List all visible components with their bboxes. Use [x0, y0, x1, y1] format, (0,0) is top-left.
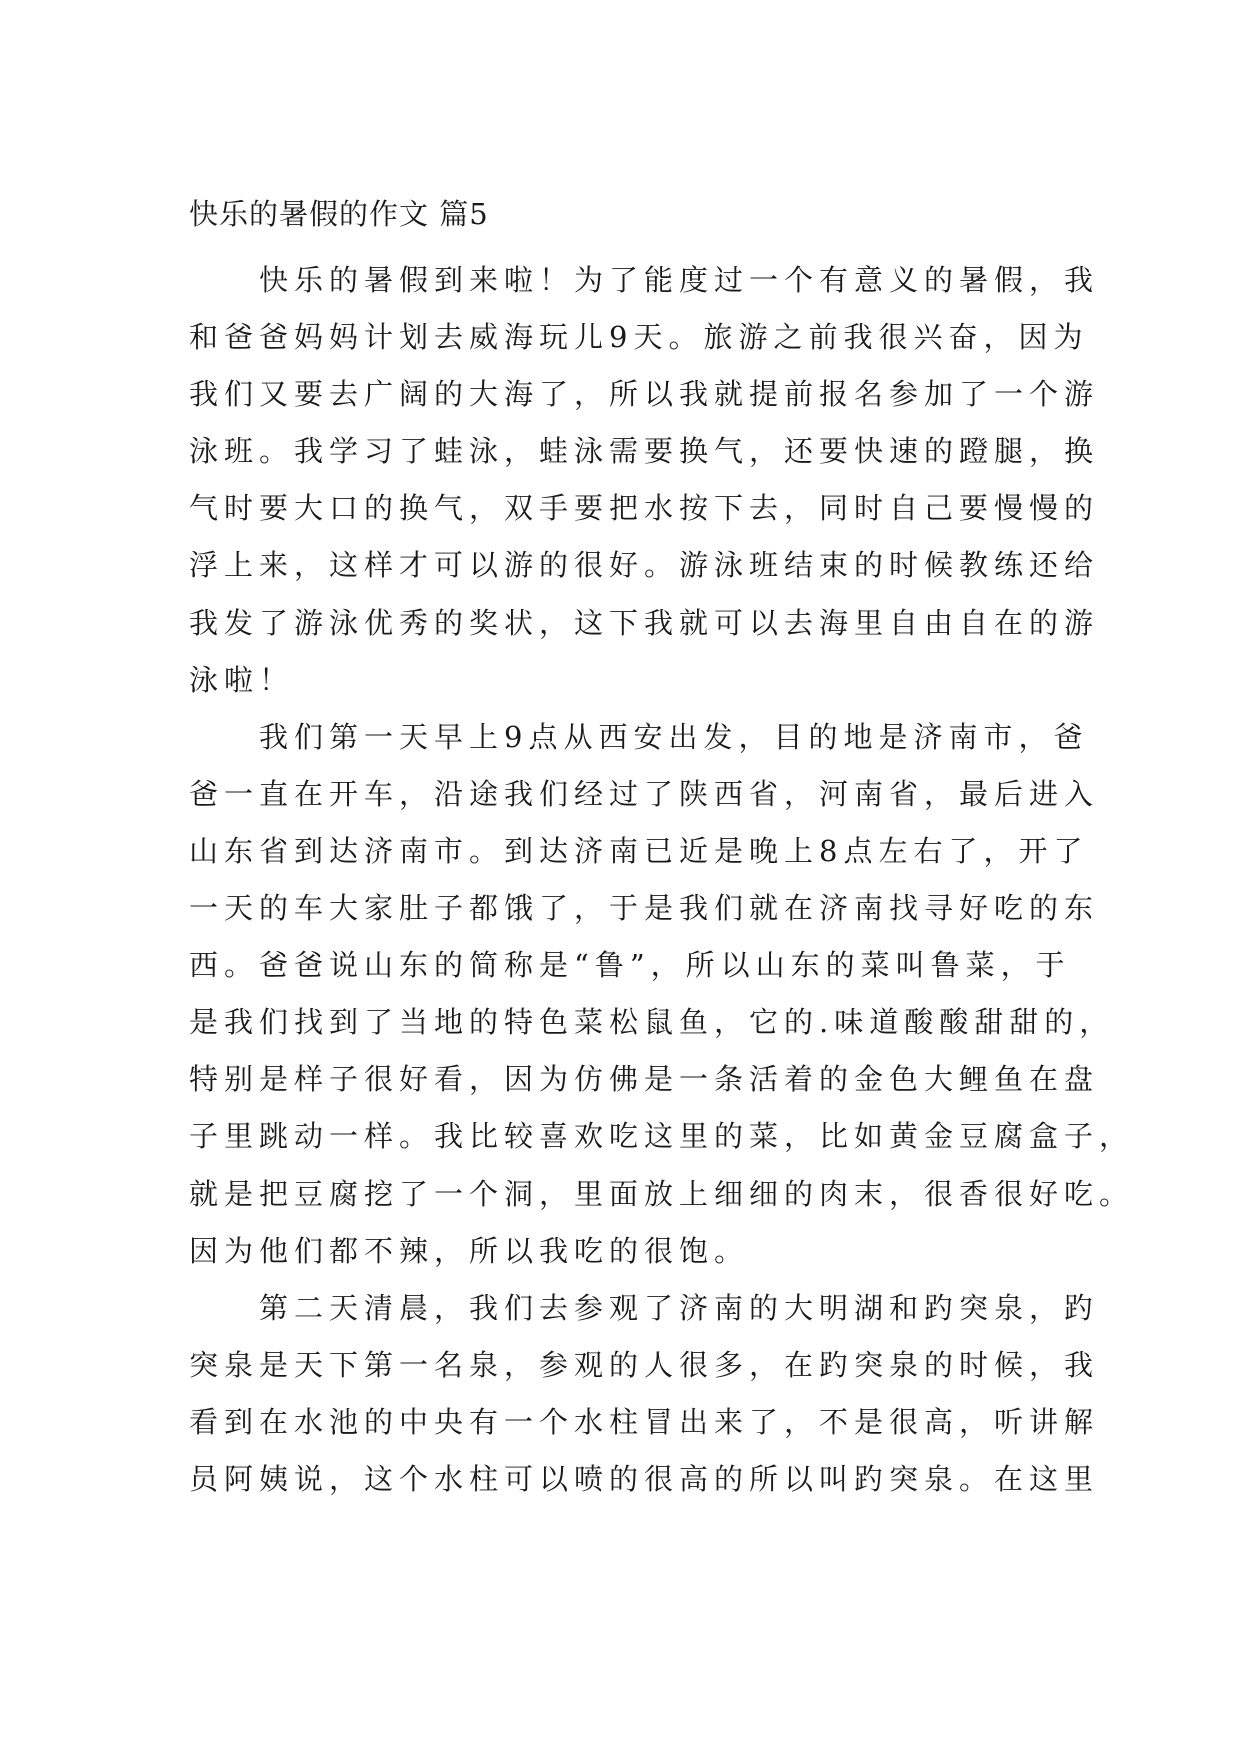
text-line: 爸一直在开车，沿途我们经过了陕西省，河南省，最后进入 — [189, 776, 1100, 811]
text-line: 泳班。我学习了蛙泳，蛙泳需要换气，还要快速的蹬腿，换 — [189, 434, 1100, 469]
text-line: 快乐的暑假到来啦！为了能度过一个有意义的暑假，我 — [189, 263, 1100, 297]
document-title: 快乐的暑假的作文 篇5 — [189, 197, 489, 231]
text-line: 看到在水池的中央有一个水柱冒出来了，不是很高，听讲解 — [189, 1404, 1100, 1439]
text-line: 我发了游泳优秀的奖状，这下我就可以去海里自由自在的游 — [189, 605, 1100, 640]
text-line: 山东省到达济南市。到达济南已近是晚上8点左右了，开了 — [189, 833, 1089, 868]
document-body — [189, 252, 1135, 1508]
paragraph — [189, 1280, 1100, 1508]
text-line: 员阿姨说，这个水柱可以喷的很高的所以叫趵突泉。在这里 — [189, 1461, 1100, 1496]
paragraph — [189, 252, 1100, 709]
text-line: 和爸爸妈妈计划去威海玩儿9天。旅游之前我很兴奋，因为 — [189, 320, 1089, 355]
text-line: 我们又要去广阔的大海了，所以我就提前报名参加了一个游 — [189, 377, 1100, 412]
text-line: 泳啦！ — [189, 662, 295, 697]
text-line: 我们第一天早上9点从西安出发，目的地是济南市，爸 — [189, 719, 1089, 754]
paragraph — [189, 709, 1135, 1280]
text-line: 气时要大口的换气，双手要把水按下去，同时自己要慢慢的 — [189, 491, 1100, 526]
text-line: 就是把豆腐挖了一个洞，里面放上细细的肉末，很香很好吃。 — [189, 1176, 1135, 1211]
text-line: 因为他们都不辣，所以我吃的很饱。 — [189, 1233, 750, 1268]
text-line: 第二天清晨，我们去参观了济南的大明湖和趵突泉，趵 — [189, 1290, 1100, 1325]
text-line: 子里跳动一样。我比较喜欢吃这里的菜，比如黄金豆腐盒子， — [189, 1119, 1135, 1154]
text-line: 浮上来，这样才可以游的很好。游泳班结束的时候教练还给 — [189, 548, 1100, 583]
text-line: 是我们找到了当地的特色菜松鼠鱼，它的.味道酸酸甜甜的， — [189, 1005, 1115, 1040]
text-line: 西。爸爸说山东的简称是“鲁”，所以山东的菜叫鲁菜，于 — [189, 948, 1071, 983]
text-line: 特别是样子很好看，因为仿佛是一条活着的金色大鲤鱼在盘 — [189, 1062, 1100, 1097]
text-line: 突泉是天下第一名泉，参观的人很多，在趵突泉的时候，我 — [189, 1347, 1100, 1382]
text-line: 一天的车大家肚子都饿了，于是我们就在济南找寻好吃的东 — [189, 891, 1100, 926]
